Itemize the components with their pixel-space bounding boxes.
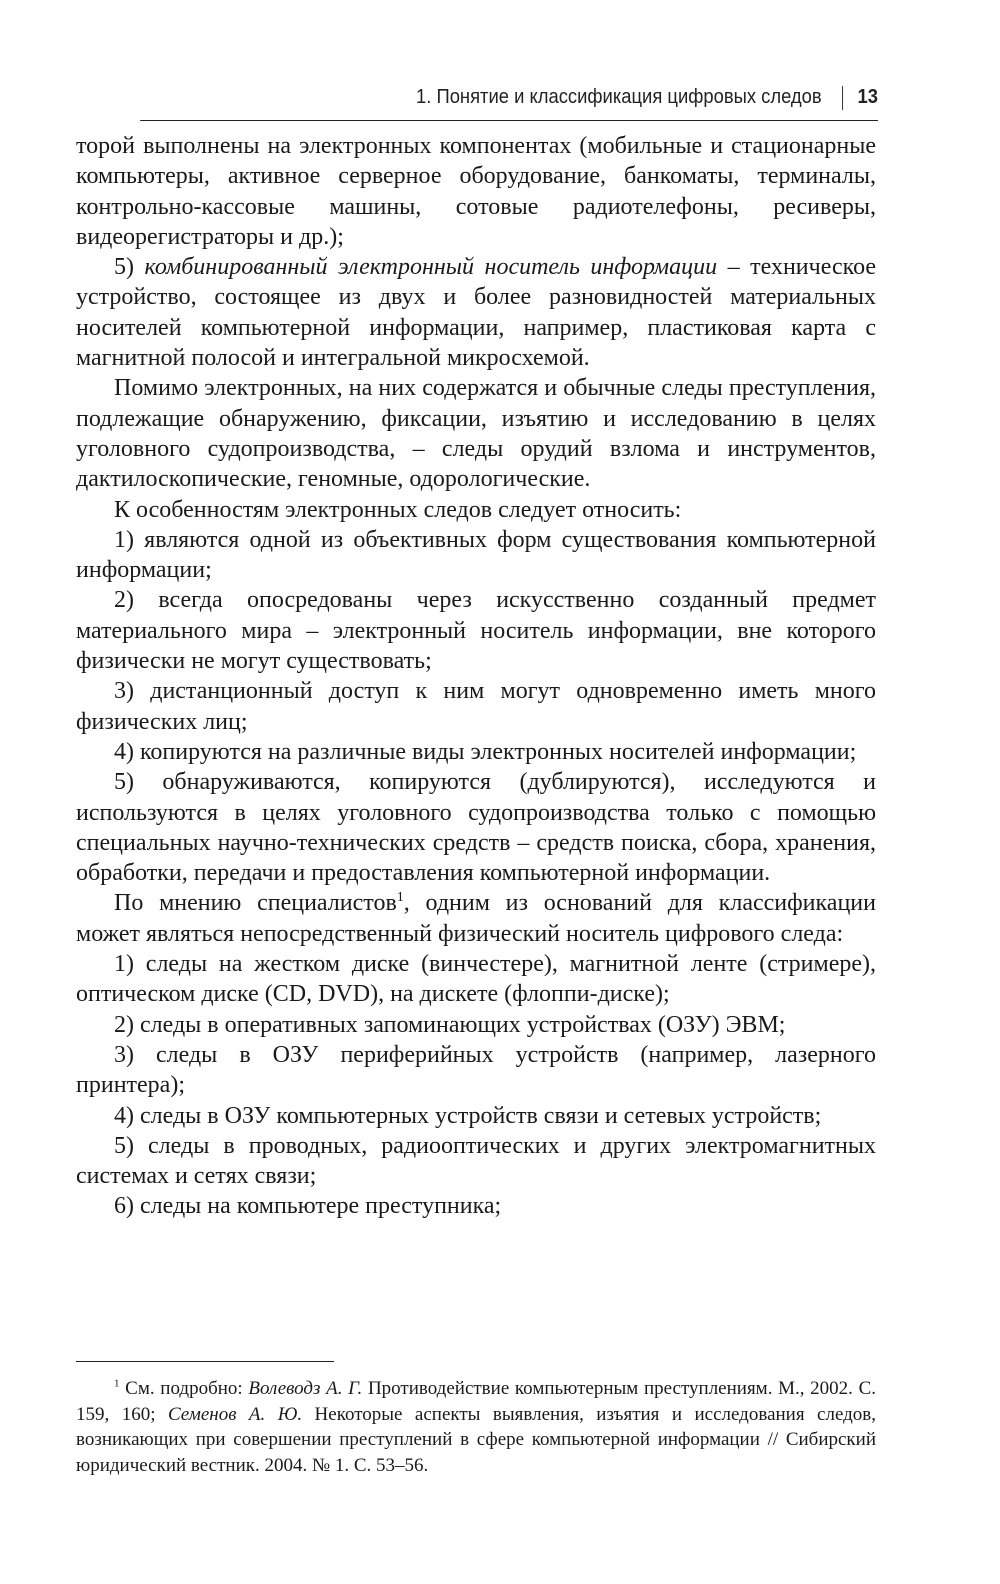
list-item: 3) дистанционный доступ к ним могут одновременно иметь много физических лиц; <box>76 678 876 735</box>
footnote-author: Семенов А. Ю. <box>167 1403 303 1425</box>
paragraph-combined-carrier <box>76 252 876 373</box>
list-item: 1) следы на жестком диске (винчестере), магнитной ленте (стримере), оптическом диске (CD, DVD), на дискете (флоппи-диске); <box>76 951 876 1008</box>
main-text <box>76 131 876 1222</box>
paragraph-traditional-traces: Помимо электронных, на них содержатся и обычные следы преступления, подлежащие обнаружению, фиксации, изъятию и исследованию в целях уголовного судопроизводства, – следы орудий взлома и инструментов, дактилоскопические, геномные, одорологические. <box>76 375 876 493</box>
list-item: 3) следы в ОЗУ периферийных устройств (например, лазерного принтера); <box>76 1041 876 1099</box>
list-item: 5) следы в проводных, радиооптических и других электромагнитных системах и сетях связи; <box>76 1132 876 1190</box>
footnote-author: Волеводз А. Г. <box>248 1378 363 1399</box>
footnote <box>76 1376 876 1478</box>
list-item: 5) обнаруживаются, копируются (дублируются), исследуются и используются в целях уголовного судопроизводства только с помощью специальных научно-технических средств – средств поиска, сбора, хранения, обработки, передачи и предоставления компьютерной информации. <box>76 769 876 887</box>
footnote-divider <box>76 1361 334 1362</box>
list-item: 2) всегда опосредованы через искусственно созданный предмет материального мира – электронный носитель информации, вне которого физически не могут существовать; <box>76 587 876 675</box>
chapter-title: 1. Понятие и классификация цифровых следов <box>416 86 822 108</box>
header-separator <box>842 86 843 110</box>
footnote-marker: 1 <box>114 1377 120 1390</box>
list-number: 5) <box>114 254 134 281</box>
running-header <box>140 86 878 121</box>
paragraph-features-intro: К особенностям электронных следов следует относить: <box>114 496 682 523</box>
page-number: 13 <box>857 86 878 108</box>
term-italic: комбинированный электронный носитель информации <box>144 254 718 281</box>
list-item: 4) копируются на различные виды электронных носителей информации; <box>114 738 857 765</box>
paragraph-classification-intro: По мнению специалистов$^1$, одним из оснований для классификации может являться непосредственный физический носитель цифрового следа: <box>76 890 876 947</box>
list-item: 4) следы в ОЗУ компьютерных устройств связи и сетевых устройств; <box>114 1102 822 1129</box>
term-definition: – техническое устройство, состоящее из двух и более разновидностей материальных носителей компьютерной информации, например, пластиковая карта с магнитной полосой и интегральной микросхемой. <box>76 254 877 372</box>
list-item: 2) следы в оперативных запоминающих устройствах (ОЗУ) ЭВМ; <box>114 1011 786 1038</box>
footnote-reference[interactable]: 1 <box>396 890 404 906</box>
paragraph-continued: торой выполнены на электронных компонентах (мобильные и стационарные компьютеры, активное серверное оборудование, банкоматы, терминалы, контрольно-кассовые машины, сотовые радиотелефоны, ресиверы, видеорегистраторы и др.); <box>76 133 876 250</box>
list-item: 1) являются одной из объективных форм существования компьютерной информации; <box>76 526 876 584</box>
list-item: 6) следы на компьютере преступника; <box>114 1193 502 1220</box>
footnote-text: $^1$ См. подробно: Волеводз А. Г. Противодействие компьютерным преступлениям. М., 2002. С. 159, 160; Семенов А. Ю. Некоторые аспекты выявления, изъятия и исследования следов, возникающих при совершении преступлений в сфере компьютерной информации // Сибирский юридический вестник. 2004. № 1. С. 53–56. <box>76 1377 877 1476</box>
